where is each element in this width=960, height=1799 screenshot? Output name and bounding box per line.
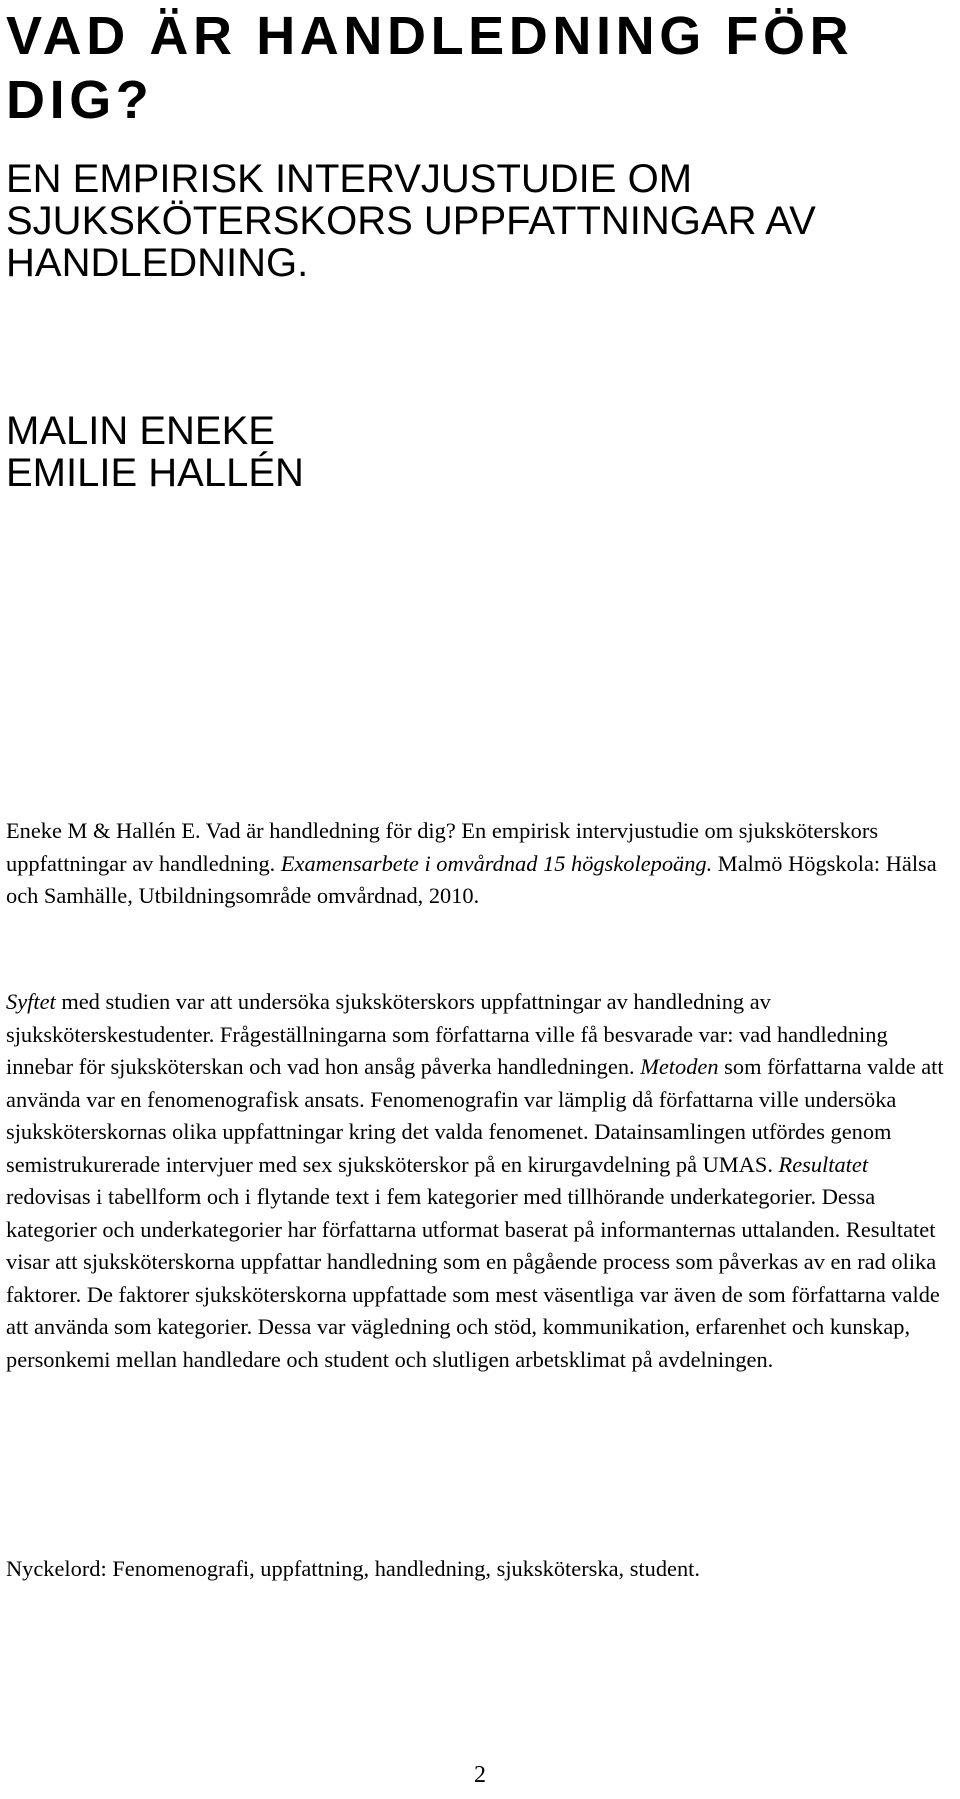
author-name: MALIN ENEKE (6, 409, 275, 453)
author-name: EMILIE HALLÉN (6, 451, 304, 495)
result-text: redovisas i tabellform och i flytande text i fem kategorier med tillhörande underkategorier. Dessa kategorier och underkategorier har författarna utformat baserat på informanternas uttalanden. Resultatet visar att sjuksköterskorna uppfattar handledning som en pågående process som påverkas av en rad olika faktorer. De faktorer sjuksköterskorna uppfattade som mest väsentliga var även de som författarna valde att använda som kategorier. Dessa var vägledning och stöd, kommunikation, erfarenhet och kunskap, personkemi mellan handledare och student och slutligen arbetsklimat på avdelningen. (6, 1184, 940, 1372)
thesis-subtitle: EN EMPIRISK INTERVJUSTUDIE OM SJUKSKÖTERSKORS UPPFATTNINGAR AV HANDLEDNING. (6, 157, 816, 285)
keywords-line: Nyckelord: Fenomenografi, uppfattning, handledning, sjuksköterska, student. (6, 1556, 700, 1581)
thesis-title: VAD ÄR HANDLEDNING FÖR DIG? (6, 6, 854, 130)
method-text: som författarna valde att använda var en fenomenografisk ansats. Fenomenografin var lämplig då författarna ville undersöka sjuksköterskornas olika uppfattningar kring det valda fenomenet. Datainsamlingen utfördes genom semistrukurerade intervjuer med sex sjuksköterskor på en kirurgavdelning på UMAS. (6, 1054, 944, 1177)
citation-paragraph (6, 815, 956, 913)
page-number: 2 (474, 1762, 486, 1788)
author-list (6, 410, 906, 494)
aim-text: med studien var att undersöka sjuksköterskors uppfattningar av handledning av sjuksköterskestudenter. Frågeställningarna som författarna ville få besvarade var: vad handledning innebar för sjuksköterskan och vad hon ansåg påverka handledningen. (6, 989, 888, 1079)
result-label: Resultatet (778, 1151, 869, 1177)
citation-degree-info: Examensarbete i omvårdnad 15 högskolepoäng. (280, 850, 713, 876)
abstract-paragraph (6, 986, 956, 1376)
aim-label: Syftet (6, 989, 56, 1014)
citation-institution: Malmö Högskola: Hälsa och Samhälle, Utbildningsområde omvårdnad, 2010. (6, 850, 937, 908)
method-label: Metoden (640, 1054, 719, 1079)
citation-text: Eneke M & Hallén E. Vad är handledning för dig? En empirisk intervjustudie om sjuksköterskors uppfattningar av handledning. (6, 818, 879, 876)
